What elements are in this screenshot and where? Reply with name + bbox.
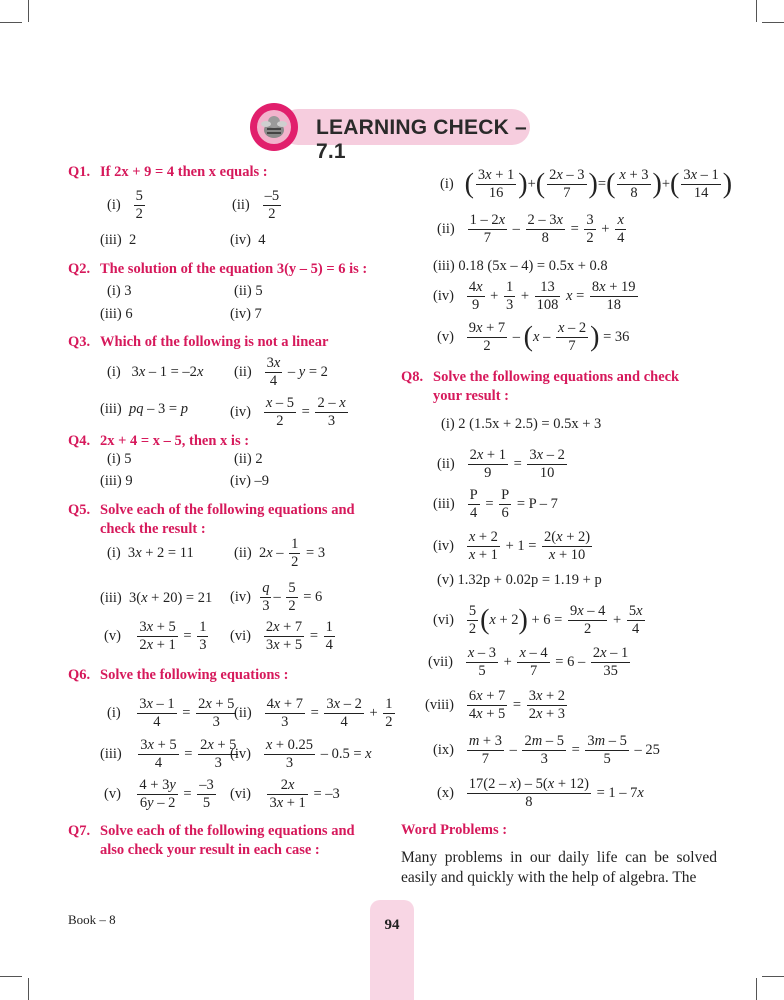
q8-item-ii: (ii) $\frac{2x + 1}{9}$ = $\frac{3x - 2}{10}$ bbox=[437, 447, 565, 481]
q2-option-iii: (iii) 6 bbox=[100, 306, 133, 322]
page-number-tab bbox=[370, 900, 414, 1000]
q7-item-v: (v) $\frac{9x + 7}{2}$ – (x – $\frac{x - 2}{7}$ ) = 36 bbox=[437, 320, 630, 354]
q8-item-ix: (ix) $\frac{m + 3}{7}$ – $\frac{2m - 5}{3}$ = $\frac{3m - 5}{5}$ – 25 bbox=[433, 733, 660, 767]
question-5: Q5. Solve each of the following equations and check the result : bbox=[68, 502, 355, 537]
crop-mark bbox=[762, 976, 784, 977]
q5-item-iii: (iii) 3(x + 20) = 21 bbox=[100, 590, 213, 606]
crop-mark bbox=[28, 0, 29, 22]
question-number: Q1. bbox=[68, 164, 91, 180]
q8-item-v: (v) 1.32p + 0.02p = 1.19 + p bbox=[437, 572, 602, 588]
q1-option-iv: (iv) 4 bbox=[230, 232, 266, 248]
bee-mascot-icon bbox=[257, 110, 291, 144]
q8-item-iv: (iv) $\frac{x + 2}{x + 1}$ + 1 = $\frac{2(x + 2)}{x + 10}$ bbox=[433, 529, 591, 563]
section-banner bbox=[250, 103, 530, 163]
q2-option-iv: (iv) 7 bbox=[230, 306, 262, 322]
q5-item-i: (i) 3x + 2 = 11 bbox=[107, 545, 194, 561]
q5-item-iv: (iv) $\frac{q}{3}$ – $\frac{5}{2}$ = 6 bbox=[230, 580, 323, 614]
q1-option-i: (i) $\frac{5}{2}$ bbox=[107, 188, 143, 222]
q6-item-iv: (iv) $\frac{x + 0.25}{3}$ – 0.5 = x bbox=[230, 737, 372, 771]
q7-item-iii: (iii) 0.18 (5x – 4) = 0.5x + 0.8 bbox=[433, 258, 608, 274]
q8-item-iii: (iii) $\frac{P}{4}$ = $\frac{P}{6}$ = P – 7 bbox=[433, 487, 558, 521]
q6-item-vi: (vi) $\frac{2x}{3x + 1}$ = –3 bbox=[230, 777, 340, 811]
q5-item-ii: (ii) 2x – $\frac{1}{2}$ = 3 bbox=[234, 536, 326, 570]
q8-item-i: (i) 2 (1.5x + 2.5) = 0.5x + 3 bbox=[441, 416, 602, 432]
question-4: Q4. 2x + 4 = x – 5, then x is : bbox=[68, 433, 250, 449]
q3-option-ii: (ii) $\frac{3x}{4}$ – y = 2 bbox=[234, 355, 328, 389]
q8-item-vi: (vi) $\frac{5}{2}$ (x + 2) + 6 = $\frac{9x - 4}{2}$ + $\frac{5x}{4}$ bbox=[433, 603, 643, 637]
question-2: Q2. The solution of the equation 3(y – 5) = 6 is : bbox=[68, 261, 368, 277]
q2-option-i: (i) 3 bbox=[107, 283, 132, 299]
word-problems-paragraph: Many problems in our daily life can be solved easily and quickly with the help of algebra. The bbox=[401, 849, 717, 886]
q1-option-iii: (iii) 2 bbox=[100, 232, 137, 248]
page-title: LEARNING CHECK – 7.1 bbox=[316, 116, 527, 163]
q8-item-vii: (vii) $\frac{x - 3}{5}$ + $\frac{x - 4}{7}$ = 6 – $\frac{2x - 1}{35}$ bbox=[428, 645, 629, 679]
question-3: Q3. Which of the following is not a linear bbox=[68, 334, 329, 350]
q8-item-x: (x) $\frac{17(2 - x) - 5(x + 12)}{8}$ = 1 – 7x bbox=[437, 776, 644, 810]
q4-option-ii: (ii) 2 bbox=[234, 451, 263, 467]
q6-item-ii: (ii) $\frac{4x + 7}{3}$ = $\frac{3x - 2}{4}$ + $\frac{1}{2}$ bbox=[234, 696, 393, 730]
question-1 bbox=[68, 163, 268, 182]
q7-item-ii: (ii) $\frac{1 - 2x}{7}$ – $\frac{2 - 3x}{8}$ = $\frac{3}{2}$ + $\frac{x}{4}$ bbox=[437, 212, 625, 246]
q3-option-iii: (iii) pq – 3 = p bbox=[100, 401, 188, 417]
q5-item-vi: (vi) $\frac{2x + 7}{3x + 5}$ = $\frac{1}{4}$ bbox=[230, 619, 333, 653]
question-text: If 2x + 9 = 4 then x equals : bbox=[100, 164, 268, 180]
question-6: Q6. Solve the following equations : bbox=[68, 667, 289, 683]
q4-option-iv: (iv) –9 bbox=[230, 473, 270, 489]
q3-option-iv: (iv) $\frac{x - 5}{2}$ = $\frac{2 - x}{3}$ bbox=[230, 395, 346, 429]
crop-mark bbox=[28, 978, 29, 1000]
q1-option-ii: (ii) $\frac{-5}{2}$ bbox=[232, 188, 280, 222]
q3-option-i: (i) 3x – 1 = –2x bbox=[107, 364, 204, 380]
word-problems-heading: Word Problems : bbox=[401, 822, 508, 838]
q2-option-ii: (ii) 5 bbox=[234, 283, 263, 299]
q4-option-iii: (iii) 9 bbox=[100, 473, 133, 489]
question-7: Q7. Solve each of the following equations and also check your result in each case : bbox=[68, 823, 355, 858]
q5-item-v: (v) $\frac{3x + 5}{2x + 1}$ = $\frac{1}{3}$ bbox=[104, 619, 207, 653]
q6-item-iii: (iii) $\frac{3x + 5}{4}$ = $\frac{2x + 5}{3}$ bbox=[100, 737, 237, 771]
crop-mark bbox=[0, 22, 22, 23]
q6-item-i: (i) $\frac{3x - 1}{4}$ = $\frac{2x + 5}{3}$ bbox=[107, 696, 235, 730]
book-label: Book – 8 bbox=[68, 912, 116, 927]
crop-mark bbox=[756, 978, 757, 1000]
page-number: 94 bbox=[384, 917, 400, 933]
q8-item-viii: (viii) $\frac{6x + 7}{4x + 5}$ = $\frac{3x + 2}{2x + 3}$ bbox=[425, 688, 566, 722]
q7-item-iv: (iv) $\frac{4x}{9}$ + $\frac{1}{3}$ + $\frac{13}{108}$ x = $\frac{8x + 19}{18}$ bbox=[433, 279, 636, 313]
q4-option-i: (i) 5 bbox=[107, 451, 132, 467]
crop-mark bbox=[762, 22, 784, 23]
crop-mark bbox=[0, 976, 22, 977]
q7-item-i: (i) ( $\frac{3x + 1}{16}$ )+( $\frac{2x - 3}{7}$ )=( $\frac{x + 3}{8}$ )+( $\frac{3x - 1}{14}$ ) bbox=[440, 167, 733, 201]
question-8: Q8. Solve the following equations and check your result : bbox=[401, 369, 680, 404]
banner-badge bbox=[250, 103, 298, 151]
q6-item-v: (v) $\frac{4 + 3y}{6y - 2}$ = $\frac{-3}{5}$ bbox=[104, 777, 214, 811]
crop-mark bbox=[756, 0, 757, 22]
